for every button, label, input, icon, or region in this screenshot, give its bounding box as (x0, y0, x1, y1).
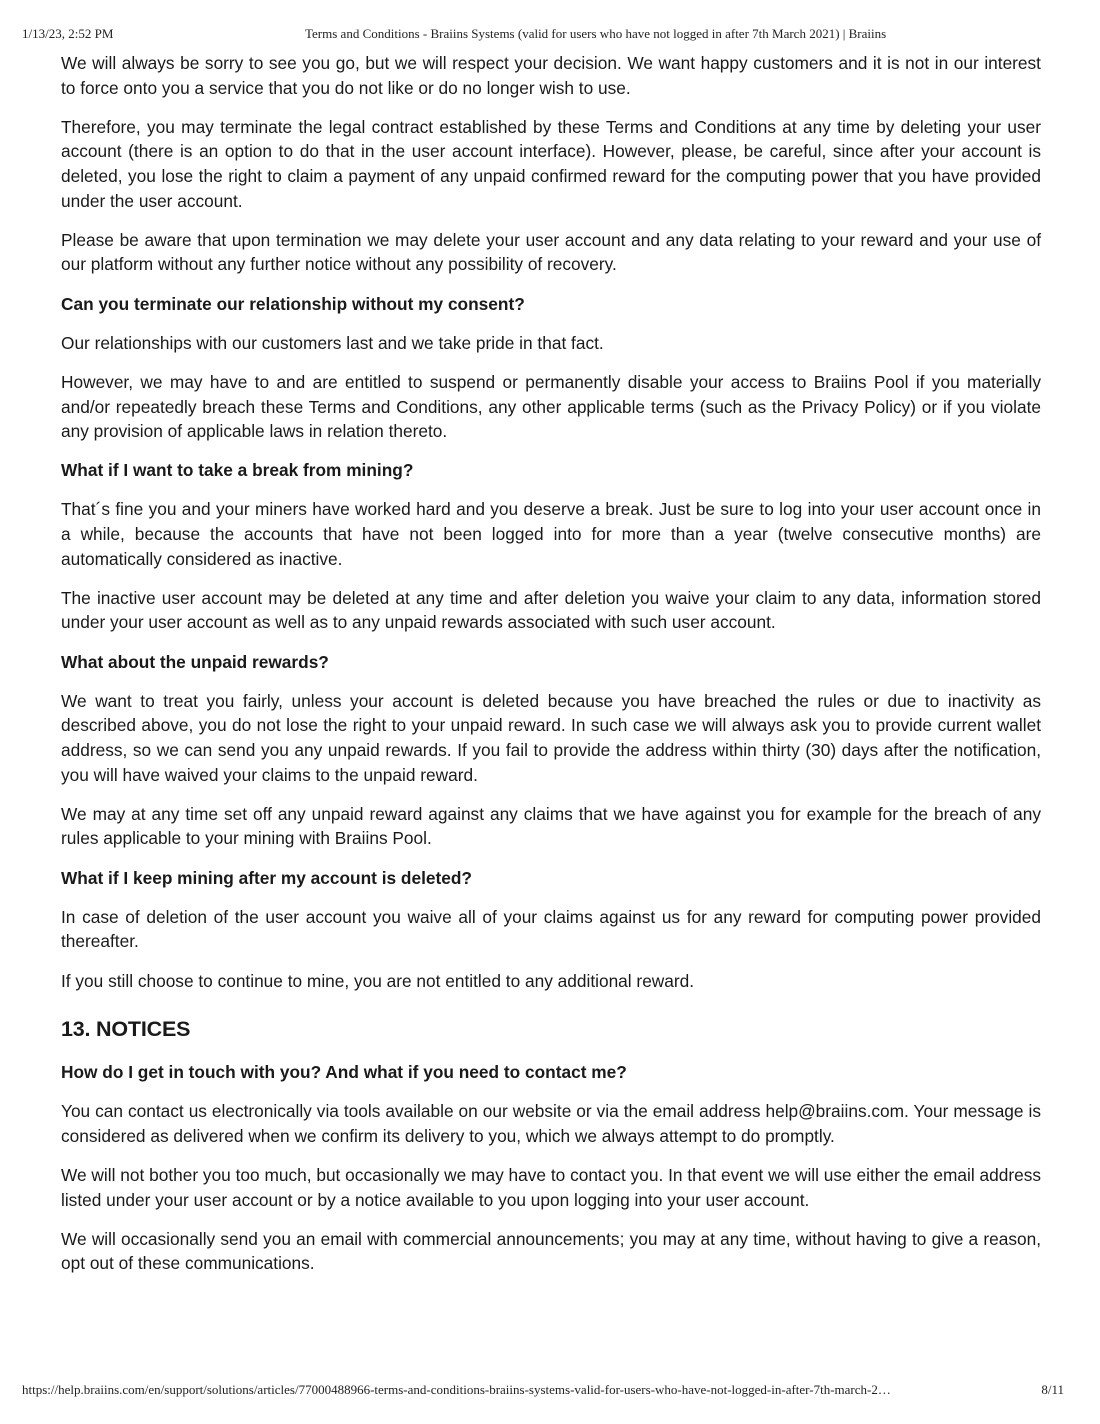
question-heading: What if I want to take a break from mining? (61, 460, 414, 481)
print-url: https://help.braiins.com/en/support/solutions/articles/77000488966-terms-and-conditions-braiins-systems-valid-for-users-who-have-not-logged-in-after-7th-march-2… (22, 1382, 891, 1397)
paragraph: We want to treat you fairly, unless your account is deleted because you have breached the rules or due to inactivity as described above, you do not lose the right to your unpaid reward. In such case we will always ask you to provide current wallet address, so we can send you any unpaid rewards. If you fail to provide the address within thirty (30) days after the notification, you will have waived your claims to the unpaid reward. (61, 690, 1041, 785)
paragraph: We will occasionally send you an email with commercial announcements; you may at any time, without having to give a reason, opt out of these communications. (61, 1228, 1041, 1274)
paragraph: We will always be sorry to see you go, but we will respect your decision. We want happy customers and it is not in our interest to force onto you a service that you do not like or do no longer wish to use. (61, 53, 1041, 98)
print-header (22, 26, 1078, 42)
paragraph: That´s fine you and your miners have worked hard and you deserve a break. Just be sure to log into your user account once in a while, because the accounts that have not been logged into for more than a year (twelve consecutive months) are automatically considered as inactive. (61, 499, 1041, 569)
paragraph: In case of deletion of the user account you waive all of your claims against us for any reward for computing power provided thereafter. (61, 906, 1041, 952)
question-heading: Can you terminate our relationship without my consent? (61, 293, 525, 314)
paragraph: The inactive user account may be deleted at any time and after deletion you waive your claim to any data, information stored under your user account as well as to any unpaid rewards associated with such user account. (61, 587, 1041, 633)
paragraph: We will not bother you too much, but occasionally we may have to contact you. In that event we will use either the email address listed under your user account or by a notice available to you upon logging into your user account. (61, 1165, 1041, 1210)
question-heading: What about the unpaid rewards? (61, 651, 329, 672)
page-number: 8/11 (1041, 1382, 1064, 1397)
question-heading: What if I keep mining after my account is deleted? (61, 867, 472, 888)
paragraph: We may at any time set off any unpaid reward against any claims that we have against you for example for the breach of any rules applicable to your mining with Braiins Pool. (61, 803, 1041, 849)
paragraph: However, we may have to and are entitled to suspend or permanently disable your access to Braiins Pool if you materially and/or repeatedly breach these Terms and Conditions, any other applicable terms (such as the Privacy Policy) or if you violate any provision of applicable laws in relation thereto. (61, 371, 1041, 442)
print-footer (22, 1382, 1078, 1398)
question-heading: How do I get in touch with you? And what if you need to contact me? (61, 1062, 627, 1083)
paragraph: If you still choose to continue to mine, you are not entitled to any additional reward. (61, 970, 695, 991)
paragraph: You can contact us electronically via tools available on our website or via the email address help@braiins.com. Your message is considered as delivered when we confirm its delivery to you, which we always attempt to do promptly. (61, 1101, 1041, 1146)
paragraph: Please be aware that upon termination we may delete your user account and any data relating to your reward and your use of our platform without any further notice without any possibility of recovery. (61, 229, 1041, 275)
paragraph: Our relationships with our customers last and we take pride in that fact. (61, 332, 604, 353)
print-page-title: Terms and Conditions - Braiins Systems (valid for users who have not logged in after 7th March 2021) | Braiins (305, 26, 887, 41)
print-datetime: 1/13/23, 2:52 PM (22, 26, 114, 41)
paragraph: Therefore, you may terminate the legal contract established by these Terms and Conditions at any time by deleting your user account (there is an option to do that in the user account interface). However, please, be careful, since after your account is deleted, you lose the right to claim a payment of any unpaid confirmed reward for the computing power that you have provided under the user account. (61, 116, 1041, 211)
article-body (61, 51, 1041, 1291)
section-heading-notices: 13. NOTICES (61, 1017, 191, 1042)
